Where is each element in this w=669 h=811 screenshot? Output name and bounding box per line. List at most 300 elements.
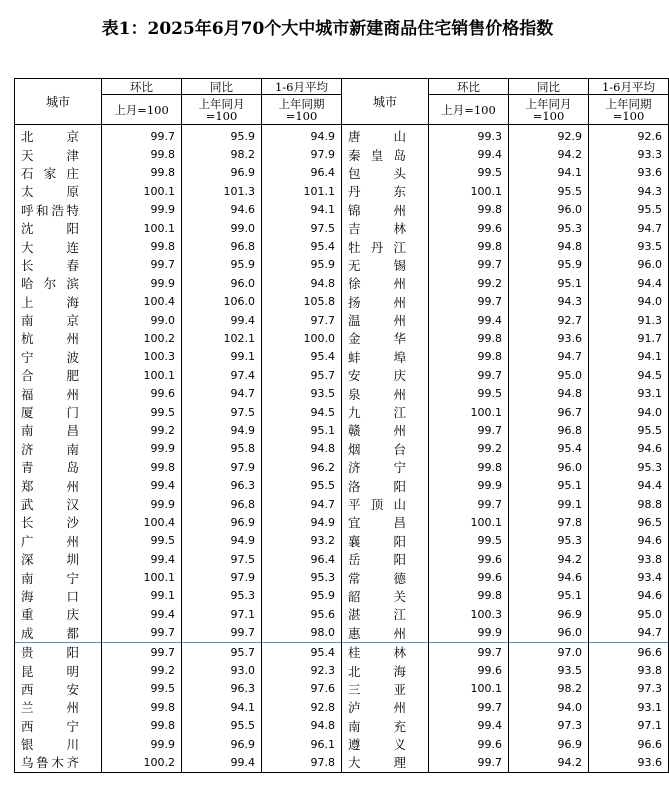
yoy-value-right: 94.2 [509, 145, 589, 163]
ytd-value-left: 94.9 [262, 125, 342, 146]
mom-value-left: 99.8 [102, 698, 182, 716]
yoy-value-left: 96.9 [182, 513, 262, 531]
header-ytd-base-right: 上年同期=100 [589, 95, 669, 125]
mom-value-left: 100.4 [102, 293, 182, 311]
table-row [15, 661, 669, 679]
mom-value-left: 99.9 [102, 274, 182, 292]
city-name-left: 成 都 [15, 624, 102, 643]
yoy-value-left: 97.9 [182, 568, 262, 586]
ytd-value-right: 95.3 [589, 458, 669, 476]
yoy-value-right: 94.6 [509, 568, 589, 586]
table-row [15, 642, 669, 661]
city-name-right: 惠 州 [342, 624, 429, 643]
yoy-value-left: 96.3 [182, 476, 262, 494]
ytd-value-right: 96.6 [589, 735, 669, 753]
city-name-left: 太 原 [15, 182, 102, 200]
yoy-value-right: 95.1 [509, 587, 589, 605]
table-row [15, 145, 669, 163]
city-name-left: 贵 阳 [15, 642, 102, 661]
ytd-value-right: 94.7 [589, 624, 669, 643]
mom-value-right: 99.6 [429, 219, 509, 237]
ytd-value-right: 93.6 [589, 753, 669, 772]
city-name-right: 襄 阳 [342, 532, 429, 550]
city-name-left: 广 州 [15, 532, 102, 550]
ytd-value-right: 94.1 [589, 348, 669, 366]
city-name-right: 泉 州 [342, 384, 429, 402]
header-city-left: 城市 [15, 79, 102, 125]
ytd-value-right: 96.5 [589, 513, 669, 531]
mom-value-left: 99.7 [102, 624, 182, 643]
yoy-value-right: 95.3 [509, 532, 589, 550]
city-name-left: 南 京 [15, 311, 102, 329]
city-name-right: 牡丹江 [342, 237, 429, 255]
table-row [15, 624, 669, 643]
city-name-right: 丹 东 [342, 182, 429, 200]
city-name-right: 蚌 埠 [342, 348, 429, 366]
mom-value-left: 99.9 [102, 201, 182, 219]
table-row [15, 698, 669, 716]
mom-value-right: 99.5 [429, 384, 509, 402]
yoy-value-left: 96.9 [182, 735, 262, 753]
yoy-value-left: 95.9 [182, 256, 262, 274]
mom-value-left: 99.7 [102, 256, 182, 274]
mom-value-left: 100.2 [102, 329, 182, 347]
table-row [15, 256, 669, 274]
mom-value-left: 99.0 [102, 311, 182, 329]
mom-value-left: 99.6 [102, 384, 182, 402]
ytd-value-right: 95.0 [589, 605, 669, 623]
city-name-left: 沈 阳 [15, 219, 102, 237]
city-name-right: 常 德 [342, 568, 429, 586]
yoy-value-right: 92.9 [509, 125, 589, 146]
yoy-value-right: 95.1 [509, 274, 589, 292]
header-ytd-right: 1-6月平均 [589, 79, 669, 95]
yoy-value-right: 95.1 [509, 476, 589, 494]
yoy-value-left: 97.4 [182, 366, 262, 384]
mom-value-left: 100.4 [102, 513, 182, 531]
mom-value-left: 99.9 [102, 440, 182, 458]
city-name-left: 青 岛 [15, 458, 102, 476]
mom-value-right: 100.1 [429, 680, 509, 698]
city-name-right: 扬 州 [342, 293, 429, 311]
table-row [15, 219, 669, 237]
city-name-right: 湛 江 [342, 605, 429, 623]
yoy-value-left: 94.9 [182, 421, 262, 439]
yoy-value-left: 95.7 [182, 642, 262, 661]
city-name-left: 郑 州 [15, 476, 102, 494]
table-row [15, 476, 669, 494]
mom-value-right: 100.1 [429, 182, 509, 200]
mom-value-right: 99.5 [429, 164, 509, 182]
table-row [15, 274, 669, 292]
yoy-value-right: 99.1 [509, 495, 589, 513]
mom-value-right: 99.6 [429, 735, 509, 753]
mom-value-left: 99.9 [102, 735, 182, 753]
mom-value-left: 99.2 [102, 421, 182, 439]
mom-value-left: 99.5 [102, 403, 182, 421]
ytd-value-right: 94.3 [589, 182, 669, 200]
yoy-value-right: 94.2 [509, 550, 589, 568]
ytd-value-right: 93.4 [589, 568, 669, 586]
city-name-left: 呼和浩特 [15, 201, 102, 219]
mom-value-left: 99.5 [102, 680, 182, 698]
city-name-right: 三 亚 [342, 680, 429, 698]
ytd-value-right: 94.6 [589, 587, 669, 605]
ytd-value-left: 93.5 [262, 384, 342, 402]
ytd-value-left: 95.9 [262, 256, 342, 274]
ytd-value-left: 94.8 [262, 274, 342, 292]
ytd-value-right: 94.6 [589, 440, 669, 458]
yoy-value-right: 97.3 [509, 717, 589, 735]
yoy-value-right: 94.3 [509, 293, 589, 311]
ytd-value-left: 100.0 [262, 329, 342, 347]
mom-value-right: 100.3 [429, 605, 509, 623]
city-name-left: 天 津 [15, 145, 102, 163]
city-name-left: 长 春 [15, 256, 102, 274]
city-name-right: 吉 林 [342, 219, 429, 237]
table-row [15, 182, 669, 200]
header-city-right: 城市 [342, 79, 429, 125]
city-name-left: 厦 门 [15, 403, 102, 421]
price-index-table [14, 78, 669, 773]
city-name-right: 金 华 [342, 329, 429, 347]
mom-value-left: 99.8 [102, 164, 182, 182]
ytd-value-right: 94.6 [589, 532, 669, 550]
yoy-value-right: 96.8 [509, 421, 589, 439]
yoy-value-left: 102.1 [182, 329, 262, 347]
yoy-value-left: 94.6 [182, 201, 262, 219]
header-ytd-left: 1-6月平均 [262, 79, 342, 95]
yoy-value-right: 93.5 [509, 661, 589, 679]
yoy-value-left: 94.9 [182, 532, 262, 550]
header-mom-base-right: 上月=100 [429, 95, 509, 125]
ytd-value-right: 93.1 [589, 698, 669, 716]
yoy-value-right: 96.7 [509, 403, 589, 421]
mom-value-left: 99.4 [102, 550, 182, 568]
yoy-value-left: 99.4 [182, 753, 262, 772]
ytd-value-left: 95.4 [262, 642, 342, 661]
mom-value-left: 100.1 [102, 568, 182, 586]
city-name-left: 海 口 [15, 587, 102, 605]
mom-value-right: 99.2 [429, 274, 509, 292]
table-row [15, 753, 669, 772]
table-row [15, 311, 669, 329]
ytd-value-left: 94.1 [262, 201, 342, 219]
table-row [15, 384, 669, 402]
yoy-value-left: 94.7 [182, 384, 262, 402]
yoy-value-left: 96.9 [182, 164, 262, 182]
yoy-value-left: 96.3 [182, 680, 262, 698]
table-row [15, 532, 669, 550]
city-name-left: 乌鲁木齐 [15, 753, 102, 772]
yoy-value-left: 99.7 [182, 624, 262, 643]
ytd-value-right: 93.5 [589, 237, 669, 255]
mom-value-right: 99.6 [429, 661, 509, 679]
city-name-left: 昆 明 [15, 661, 102, 679]
mom-value-right: 99.4 [429, 311, 509, 329]
city-name-right: 秦皇岛 [342, 145, 429, 163]
city-name-left: 南 昌 [15, 421, 102, 439]
mom-value-left: 100.1 [102, 366, 182, 384]
table-row [15, 125, 669, 146]
city-name-left: 石家庄 [15, 164, 102, 182]
city-name-left: 宁 波 [15, 348, 102, 366]
city-name-right: 安 庆 [342, 366, 429, 384]
city-name-left: 深 圳 [15, 550, 102, 568]
mom-value-right: 99.8 [429, 329, 509, 347]
city-name-right: 唐 山 [342, 125, 429, 146]
mom-value-left: 99.8 [102, 717, 182, 735]
ytd-value-right: 97.3 [589, 680, 669, 698]
city-name-right: 韶 关 [342, 587, 429, 605]
city-name-right: 桂 林 [342, 642, 429, 661]
yoy-value-left: 98.2 [182, 145, 262, 163]
city-name-left: 上 海 [15, 293, 102, 311]
city-name-left: 西 安 [15, 680, 102, 698]
header-mom-right: 环比 [429, 79, 509, 95]
city-name-left: 合 肥 [15, 366, 102, 384]
city-name-right: 锦 州 [342, 201, 429, 219]
mom-value-right: 99.2 [429, 440, 509, 458]
yoy-value-left: 99.0 [182, 219, 262, 237]
city-name-left: 南 宁 [15, 568, 102, 586]
table-row [15, 495, 669, 513]
mom-value-left: 100.3 [102, 348, 182, 366]
ytd-value-right: 97.1 [589, 717, 669, 735]
ytd-value-right: 93.8 [589, 550, 669, 568]
table-row [15, 293, 669, 311]
table-row [15, 366, 669, 384]
ytd-value-left: 97.9 [262, 145, 342, 163]
mom-value-left: 99.7 [102, 125, 182, 146]
ytd-value-left: 98.0 [262, 624, 342, 643]
city-name-left: 西 宁 [15, 717, 102, 735]
mom-value-left: 99.8 [102, 237, 182, 255]
mom-value-right: 99.8 [429, 201, 509, 219]
yoy-value-right: 96.9 [509, 605, 589, 623]
yoy-value-right: 96.0 [509, 201, 589, 219]
yoy-value-right: 94.2 [509, 753, 589, 772]
mom-value-left: 99.9 [102, 495, 182, 513]
ytd-value-right: 91.7 [589, 329, 669, 347]
mom-value-right: 99.7 [429, 366, 509, 384]
table-row [15, 605, 669, 623]
ytd-value-left: 97.5 [262, 219, 342, 237]
yoy-value-left: 93.0 [182, 661, 262, 679]
table-row [15, 735, 669, 753]
yoy-value-left: 96.0 [182, 274, 262, 292]
yoy-value-left: 99.4 [182, 311, 262, 329]
mom-value-right: 99.5 [429, 532, 509, 550]
yoy-value-left: 97.1 [182, 605, 262, 623]
yoy-value-right: 92.7 [509, 311, 589, 329]
ytd-value-right: 94.7 [589, 219, 669, 237]
header-yoy-base-left: 上年同月=100 [182, 95, 262, 125]
mom-value-right: 99.8 [429, 348, 509, 366]
ytd-value-left: 92.3 [262, 661, 342, 679]
yoy-value-right: 98.2 [509, 680, 589, 698]
table-row [15, 513, 669, 531]
mom-value-right: 99.7 [429, 421, 509, 439]
city-name-right: 洛 阳 [342, 476, 429, 494]
ytd-value-left: 105.8 [262, 293, 342, 311]
mom-value-left: 99.7 [102, 642, 182, 661]
mom-value-right: 99.7 [429, 256, 509, 274]
header-mom-base-left: 上月=100 [102, 95, 182, 125]
header-yoy-left: 同比 [182, 79, 262, 95]
yoy-value-right: 94.7 [509, 348, 589, 366]
city-name-right: 大 理 [342, 753, 429, 772]
ytd-value-left: 94.7 [262, 495, 342, 513]
city-name-left: 大 连 [15, 237, 102, 255]
city-name-right: 包 头 [342, 164, 429, 182]
city-name-right: 泸 州 [342, 698, 429, 716]
ytd-value-right: 95.5 [589, 201, 669, 219]
ytd-value-right: 96.6 [589, 642, 669, 661]
yoy-value-left: 95.5 [182, 717, 262, 735]
city-name-left: 北 京 [15, 125, 102, 146]
ytd-value-right: 96.0 [589, 256, 669, 274]
mom-value-right: 99.9 [429, 476, 509, 494]
city-name-right: 南 充 [342, 717, 429, 735]
city-name-right: 九 江 [342, 403, 429, 421]
city-name-right: 济 宁 [342, 458, 429, 476]
ytd-value-right: 92.6 [589, 125, 669, 146]
mom-value-right: 99.7 [429, 753, 509, 772]
city-name-right: 宜 昌 [342, 513, 429, 531]
mom-value-right: 99.7 [429, 495, 509, 513]
ytd-value-left: 95.6 [262, 605, 342, 623]
table-header [15, 79, 669, 125]
mom-value-left: 100.2 [102, 753, 182, 772]
ytd-value-right: 98.8 [589, 495, 669, 513]
yoy-value-right: 97.0 [509, 642, 589, 661]
city-name-right: 平顶山 [342, 495, 429, 513]
mom-value-right: 100.1 [429, 403, 509, 421]
yoy-value-right: 94.8 [509, 237, 589, 255]
table-row [15, 550, 669, 568]
mom-value-left: 99.2 [102, 661, 182, 679]
ytd-value-right: 94.4 [589, 476, 669, 494]
yoy-value-right: 95.9 [509, 256, 589, 274]
yoy-value-right: 94.8 [509, 384, 589, 402]
ytd-value-left: 94.8 [262, 717, 342, 735]
city-name-left: 福 州 [15, 384, 102, 402]
mom-value-left: 99.5 [102, 532, 182, 550]
ytd-value-left: 97.7 [262, 311, 342, 329]
mom-value-right: 99.7 [429, 293, 509, 311]
yoy-value-right: 96.9 [509, 735, 589, 753]
mom-value-right: 99.4 [429, 145, 509, 163]
city-name-left: 重 庆 [15, 605, 102, 623]
yoy-value-right: 93.6 [509, 329, 589, 347]
ytd-value-left: 95.4 [262, 237, 342, 255]
table-row [15, 201, 669, 219]
table-row [15, 237, 669, 255]
table-row [15, 348, 669, 366]
ytd-value-left: 97.6 [262, 680, 342, 698]
ytd-value-left: 95.9 [262, 587, 342, 605]
yoy-value-right: 95.3 [509, 219, 589, 237]
ytd-value-left: 94.5 [262, 403, 342, 421]
header-yoy-right: 同比 [509, 79, 589, 95]
mom-value-right: 100.1 [429, 513, 509, 531]
mom-value-right: 99.8 [429, 458, 509, 476]
city-name-right: 遵 义 [342, 735, 429, 753]
mom-value-left: 100.1 [102, 219, 182, 237]
ytd-value-right: 93.8 [589, 661, 669, 679]
ytd-value-right: 94.4 [589, 274, 669, 292]
table-row [15, 680, 669, 698]
table-body [15, 125, 669, 773]
yoy-value-left: 106.0 [182, 293, 262, 311]
ytd-value-right: 93.6 [589, 164, 669, 182]
ytd-value-right: 91.3 [589, 311, 669, 329]
ytd-value-left: 97.8 [262, 753, 342, 772]
mom-value-right: 99.7 [429, 642, 509, 661]
city-name-right: 北 海 [342, 661, 429, 679]
table-row [15, 403, 669, 421]
header-ytd-base-left: 上年同期=100 [262, 95, 342, 125]
yoy-value-left: 94.1 [182, 698, 262, 716]
table-row [15, 421, 669, 439]
mom-value-right: 99.4 [429, 717, 509, 735]
header-yoy-base-right: 上年同月=100 [509, 95, 589, 125]
mom-value-left: 99.4 [102, 605, 182, 623]
ytd-value-left: 96.1 [262, 735, 342, 753]
city-name-left: 银 川 [15, 735, 102, 753]
ytd-value-right: 94.0 [589, 293, 669, 311]
yoy-value-right: 94.0 [509, 698, 589, 716]
city-name-right: 赣 州 [342, 421, 429, 439]
mom-value-right: 99.9 [429, 624, 509, 643]
ytd-value-right: 93.3 [589, 145, 669, 163]
yoy-value-left: 101.3 [182, 182, 262, 200]
mom-value-right: 99.3 [429, 125, 509, 146]
table-title: 表1：2025年6月70个大中城市新建商品住宅销售价格指数 [101, 19, 554, 39]
mom-value-left: 100.1 [102, 182, 182, 200]
city-name-right: 无 锡 [342, 256, 429, 274]
city-name-left: 兰 州 [15, 698, 102, 716]
mom-value-left: 99.1 [102, 587, 182, 605]
ytd-value-left: 92.8 [262, 698, 342, 716]
city-name-left: 武 汉 [15, 495, 102, 513]
yoy-value-right: 94.1 [509, 164, 589, 182]
city-name-right: 岳 阳 [342, 550, 429, 568]
table-row [15, 587, 669, 605]
yoy-value-left: 95.3 [182, 587, 262, 605]
table-row [15, 717, 669, 735]
mom-value-right: 99.8 [429, 237, 509, 255]
yoy-value-left: 96.8 [182, 237, 262, 255]
mom-value-right: 99.8 [429, 587, 509, 605]
ytd-value-left: 95.3 [262, 568, 342, 586]
ytd-value-right: 94.5 [589, 366, 669, 384]
city-name-right: 徐 州 [342, 274, 429, 292]
yoy-value-left: 97.9 [182, 458, 262, 476]
yoy-value-left: 97.5 [182, 403, 262, 421]
ytd-value-left: 95.5 [262, 476, 342, 494]
yoy-value-left: 99.1 [182, 348, 262, 366]
ytd-value-left: 95.7 [262, 366, 342, 384]
city-name-right: 温 州 [342, 311, 429, 329]
mom-value-left: 99.4 [102, 476, 182, 494]
mom-value-left: 99.8 [102, 458, 182, 476]
yoy-value-left: 96.8 [182, 495, 262, 513]
table-row [15, 440, 669, 458]
table-row [15, 164, 669, 182]
yoy-value-right: 95.5 [509, 182, 589, 200]
